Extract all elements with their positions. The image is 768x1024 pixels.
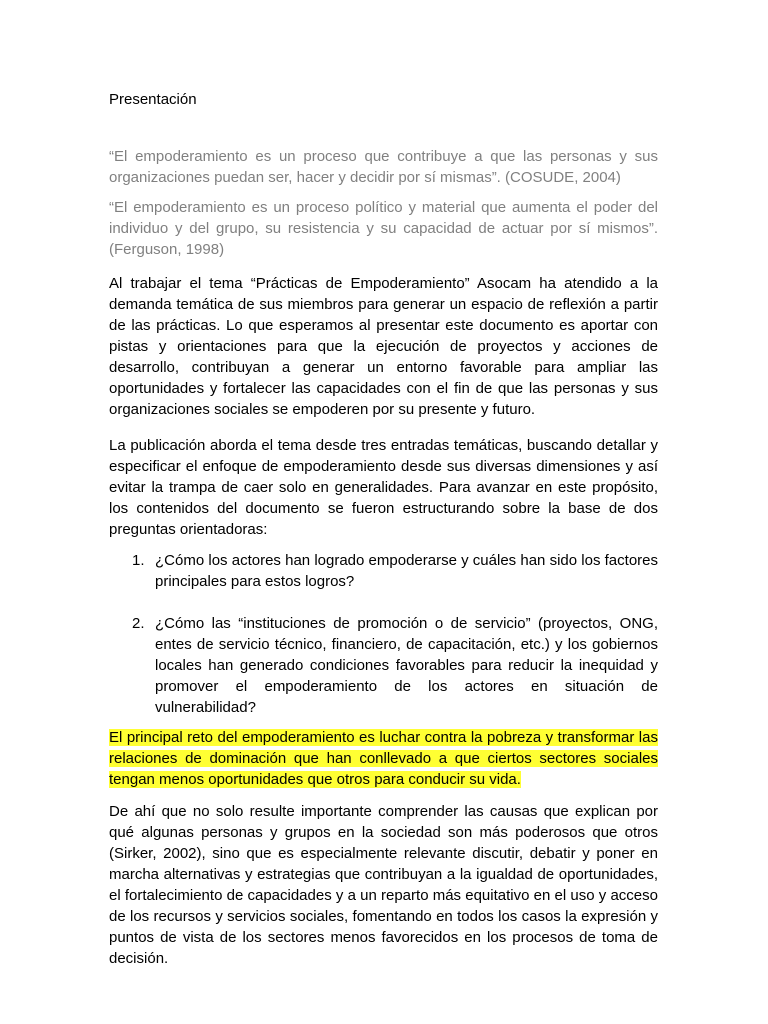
highlighted-text: El principal reto del empoderamiento es luchar contra la pobreza y transformar las relaciones de dominación que han conllevado a que ciertos sectores sociales tengan menos oportunidades que otros para conducir su vida. [109, 729, 658, 788]
guiding-questions-list [109, 550, 658, 718]
list-item-number: 2. [132, 615, 145, 632]
paragraph-conclusion: De ahí que no solo resulte importante comprender las causas que explican por qué algunas personas y grupos en la sociedad son más poderosos que otros (Sirker, 2002), sino que es especialmente relevante discutir, debatir y poner en marcha alternativas y estrategias que contribuyan a la igualdad de oportunidades, el fortalecimiento de capacidades y a un reparto más equitativo en el uso y acceso de los recursos y servicios sociales, fomentando en todos los casos la expresión y puntos de vista de los sectores menos favorecidos en los procesos de toma de decisión. [109, 803, 658, 967]
highlighted-paragraph [109, 727, 658, 790]
page-title: Presentación [109, 91, 197, 108]
quote-cosude: “El empoderamiento es un proceso que contribuye a que las personas y sus organizaciones puedan ser, hacer y decidir por sí mismas”. (COSUDE, 2004) [109, 148, 658, 186]
paragraph-publication: La publicación aborda el tema desde tres entradas temáticas, buscando detallar y especificar el enfoque de empoderamiento desde sus diversas dimensiones y así evitar la trampa de caer solo en generalidades. Para avanzar en este propósito, los contenidos del documento se fueron estructurando sobre la base de dos preguntas orientadoras: [109, 437, 658, 538]
list-item [109, 613, 658, 718]
list-item-text: ¿Cómo los actores han logrado empoderarse y cuáles han sido los factores principales para estos logros? [155, 552, 658, 590]
list-item-text: ¿Cómo las “instituciones de promoción o de servicio” (proyectos, ONG, entes de servicio técnico, financiero, de capacitación, etc.) y los gobiernos locales han generado condiciones favorables para reducir la inequidad y promover el empoderamiento de los actores en situación de vulnerabilidad? [155, 615, 658, 716]
paragraph-introduction: Al trabajar el tema “Prácticas de Empoderamiento” Asocam ha atendido a la demanda temática de sus miembros para generar un espacio de reflexión a partir de las prácticas. Lo que esperamos al presentar este documento es aportar con pistas y orientaciones para que la ejecución de proyectos y acciones de desarrollo, contribuyan a generar un entorno favorable para ampliar las oportunidades y fortalecer las capacidades con el fin de que las personas y sus organizaciones sociales se empoderen por su presente y futuro. [109, 275, 658, 418]
quote-ferguson: “El empoderamiento es un proceso político y material que aumenta el poder del individuo y del grupo, su resistencia y su capacidad de actuar por sí mismos”. (Ferguson, 1998) [109, 199, 658, 258]
list-item-number: 1. [132, 552, 145, 569]
list-item [109, 550, 658, 592]
